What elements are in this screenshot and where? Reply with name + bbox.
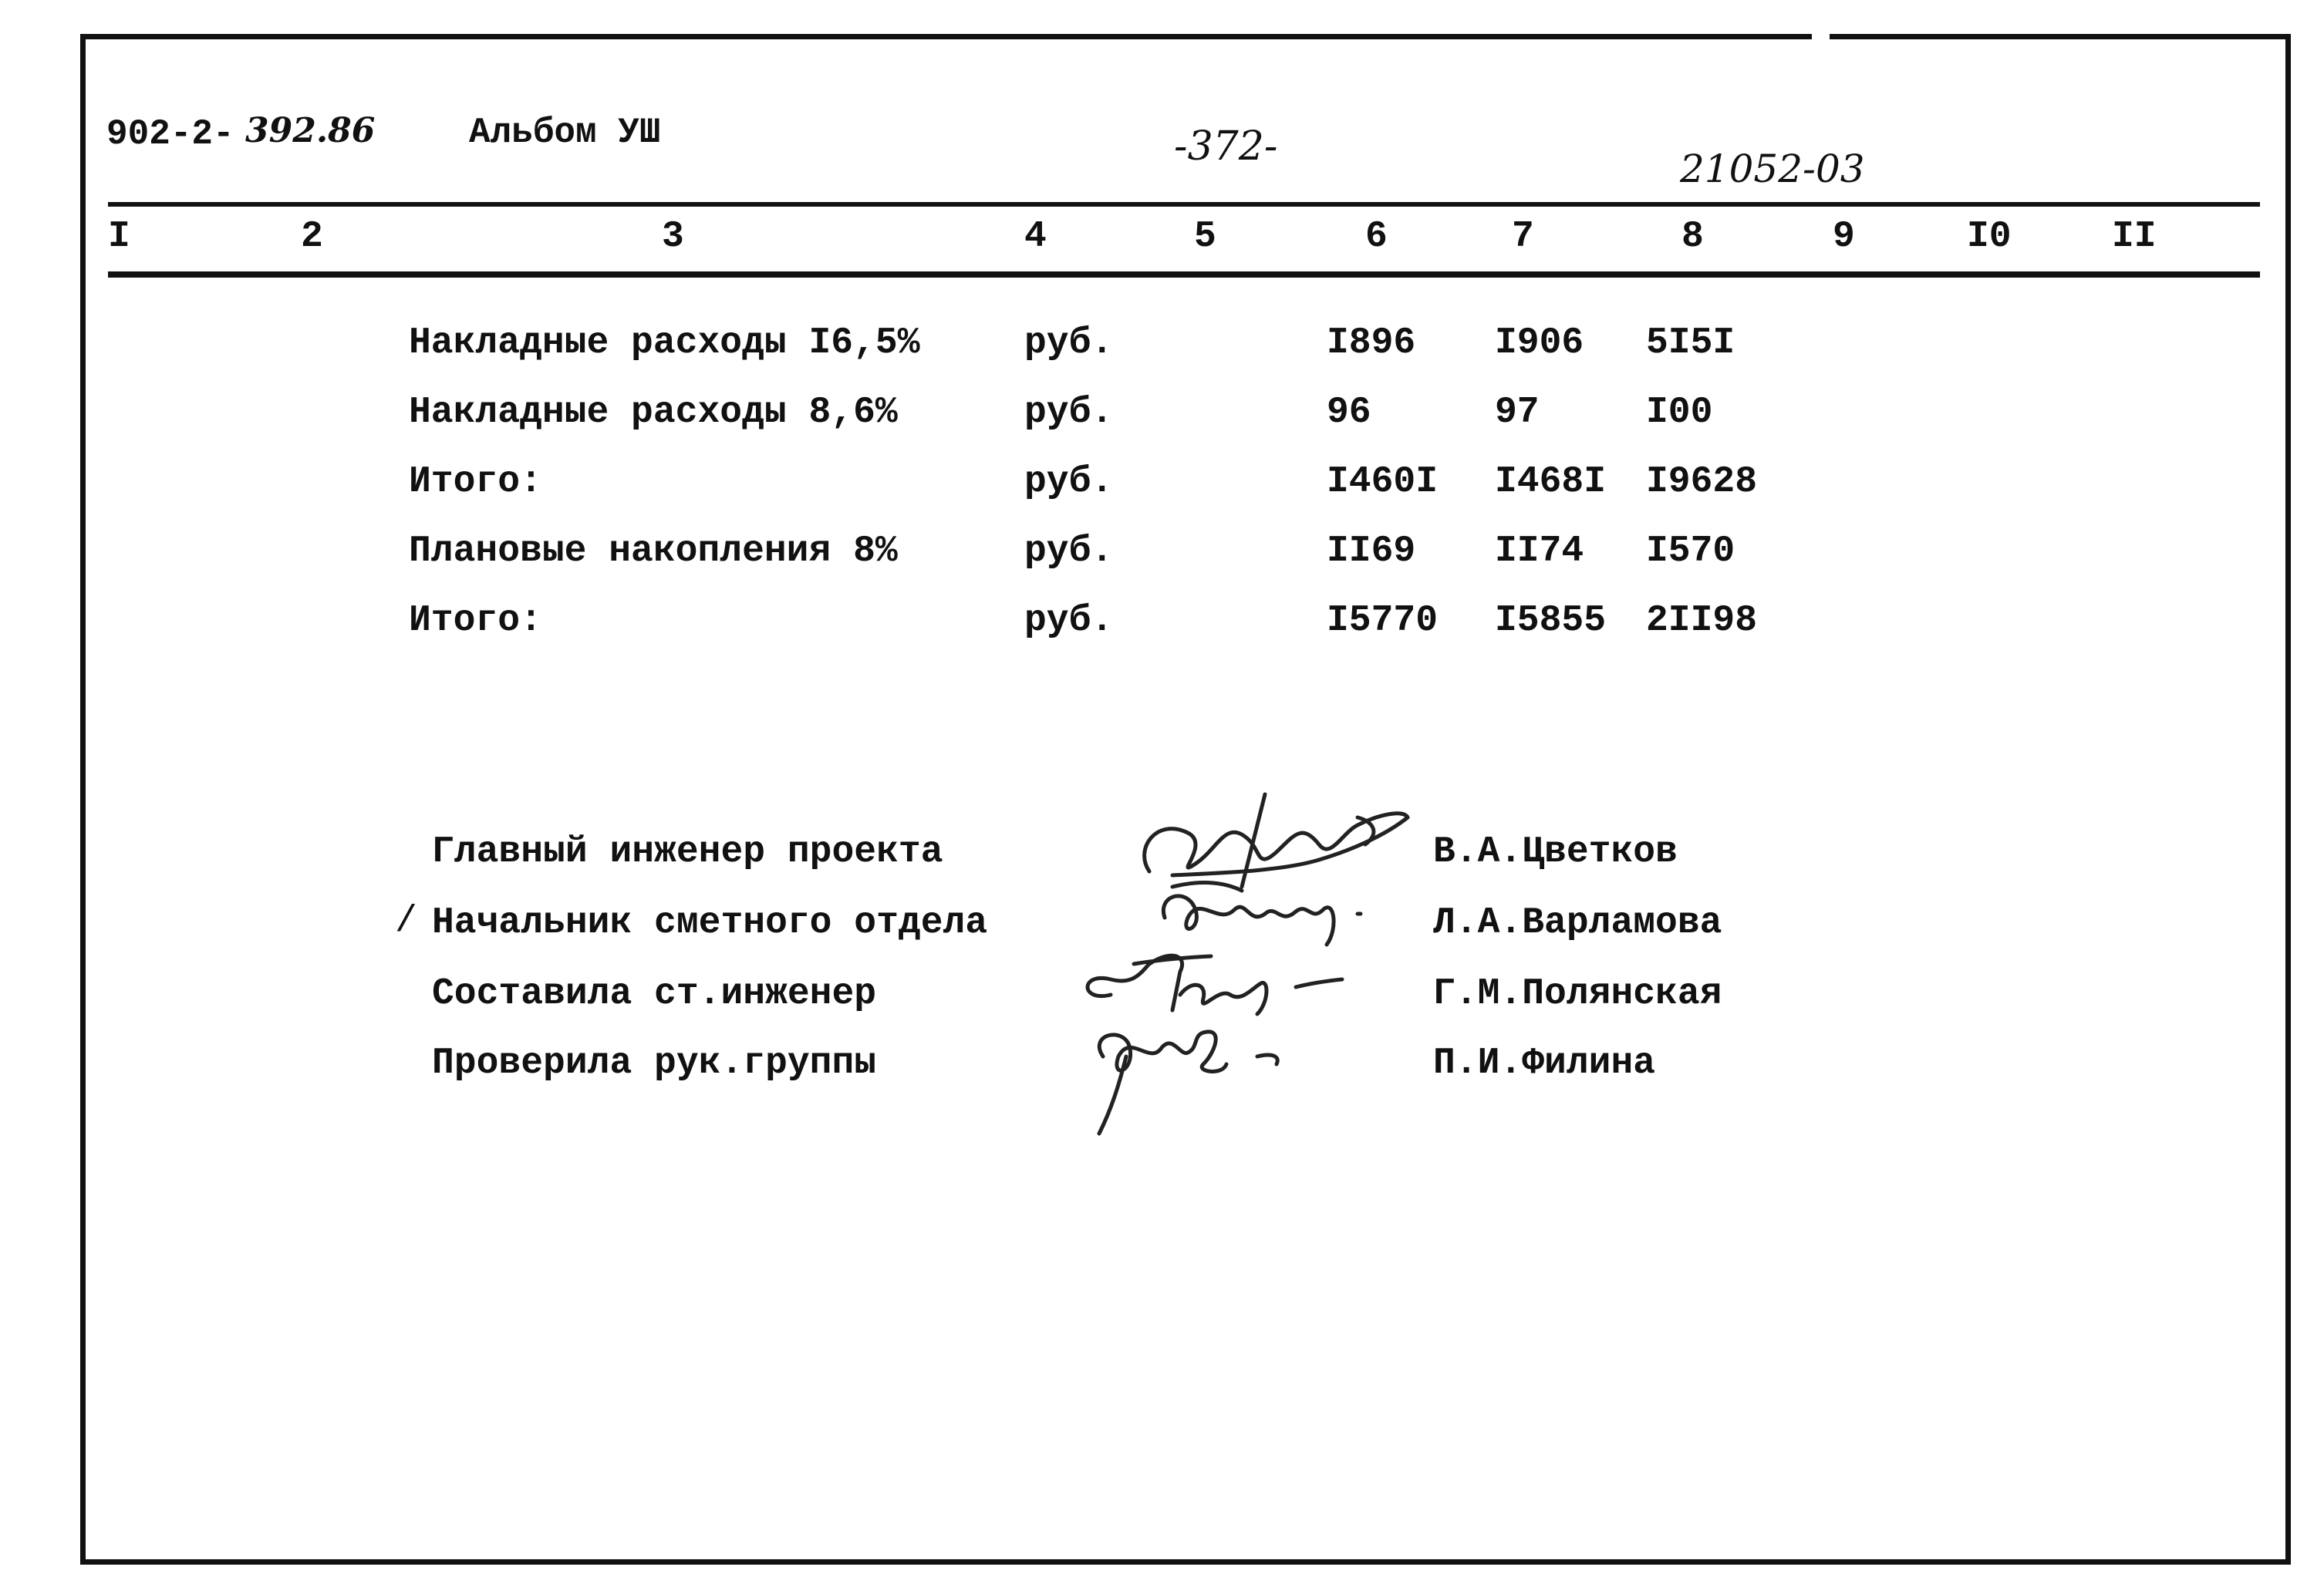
row-unit: руб.	[1024, 600, 1114, 642]
column-header: 7	[1512, 216, 1534, 258]
signatory-name: П.И.Филина	[1433, 1043, 1656, 1084]
frame-left	[80, 34, 86, 1565]
signatory-name: В.А.Цветков	[1433, 831, 1678, 873]
column-header: 5	[1194, 216, 1216, 258]
table-top-rule	[108, 202, 2260, 207]
row-name: Накладные расходы I6,5%	[409, 322, 920, 364]
signatory-position: Начальник сметного отдела	[432, 902, 988, 944]
column-header: 3	[662, 216, 684, 258]
row-col8: I570	[1646, 531, 1735, 572]
row-unit: руб.	[1024, 322, 1114, 364]
row-name: Накладные расходы 8,6%	[409, 392, 898, 433]
row-name: Плановые накопления 8%	[409, 531, 898, 572]
doc-code-prefix: 902-2-	[106, 114, 234, 154]
row-name: Итого:	[409, 461, 542, 503]
row-col6: I460I	[1327, 461, 1439, 503]
column-header: 4	[1024, 216, 1047, 258]
page-number: -372-	[1174, 123, 1278, 170]
frame-bottom	[80, 1559, 2291, 1565]
row-col7: I468I	[1495, 461, 1607, 503]
frame-right	[2285, 34, 2291, 1565]
frame-top-right	[1830, 34, 2291, 39]
row-col7: 97	[1495, 392, 1540, 433]
row-col8: I9628	[1646, 461, 1758, 503]
row-col8: I00	[1646, 392, 1713, 433]
row-unit: руб.	[1024, 461, 1114, 503]
signatory-position: Составила ст.инженер	[432, 973, 877, 1015]
row-col8: 5I5I	[1646, 322, 1735, 364]
row-name: Итого:	[409, 600, 542, 642]
row-col6: 96	[1327, 392, 1371, 433]
row-unit: руб.	[1024, 392, 1114, 433]
signatory-name: Л.А.Варламова	[1433, 902, 1722, 944]
row-col7: I906	[1495, 322, 1584, 364]
column-header: I	[108, 216, 130, 258]
row-col6: II69	[1327, 531, 1416, 572]
column-header: 8	[1681, 216, 1704, 258]
row-col7: I5855	[1495, 600, 1607, 642]
row-unit: руб.	[1024, 531, 1114, 572]
row-col7: II74	[1495, 531, 1584, 572]
signatory-position: Проверила рук.группы	[432, 1043, 877, 1084]
table-header-bottom-rule	[108, 271, 2260, 278]
signature-scribble-4	[1057, 1010, 1319, 1141]
column-header: 2	[301, 216, 323, 258]
signatory-name: Г.М.Полянская	[1433, 973, 1722, 1015]
album-label: Альбом УШ	[469, 113, 661, 153]
frame-top-left	[80, 34, 1812, 39]
column-header: II	[2112, 216, 2157, 258]
margin-mark: /	[395, 901, 417, 942]
doc-code-handwritten: 392.86	[245, 111, 376, 150]
column-header: I0	[1967, 216, 2012, 258]
column-header: 9	[1833, 216, 1855, 258]
row-col6: I896	[1327, 322, 1416, 364]
row-col8: 2II98	[1646, 600, 1758, 642]
signatory-position: Главный инженер проекта	[432, 831, 943, 873]
sheet-code: 21052-03	[1680, 147, 1865, 191]
column-header: 6	[1365, 216, 1388, 258]
row-col6: I5770	[1327, 600, 1439, 642]
